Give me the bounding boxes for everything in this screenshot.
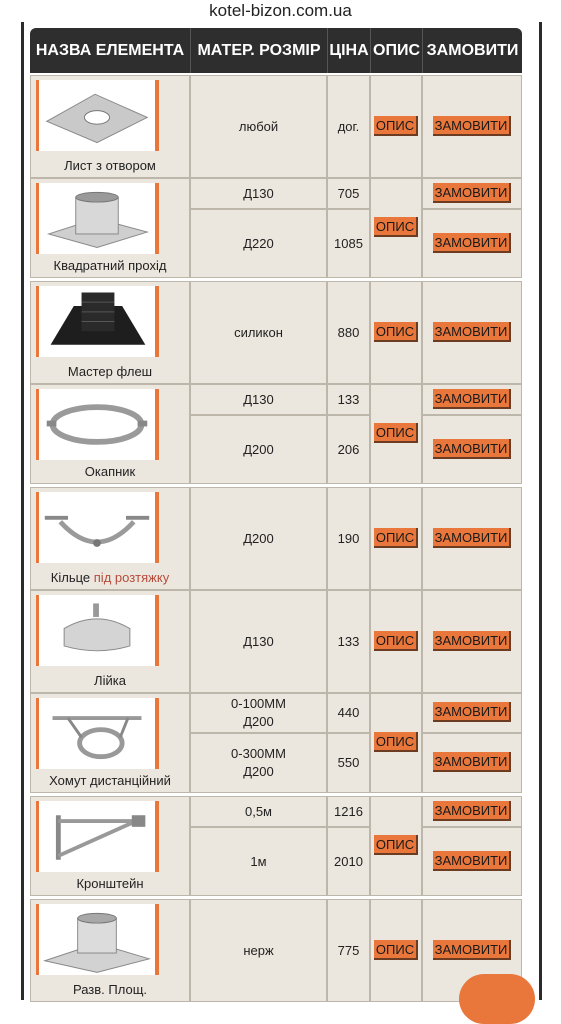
size-value: 1м (250, 853, 267, 869)
price-value: 2010 (334, 853, 363, 869)
product-name (31, 981, 189, 999)
order-button[interactable]: ЗАМОВИТИ (433, 528, 511, 548)
order-button[interactable]: ЗАМОВИТИ (433, 940, 511, 960)
product-cell (30, 75, 190, 178)
header-desc: ОПИС (370, 28, 422, 73)
price-cell (327, 733, 370, 793)
price-value: дог. (337, 118, 360, 134)
order-button[interactable]: ЗАМОВИТИ (433, 233, 511, 253)
description-button[interactable]: ОПИС (374, 116, 418, 136)
price-value: 550 (337, 755, 360, 770)
price-value: 133 (337, 633, 360, 649)
size-cell (190, 899, 327, 1002)
product-cell (30, 796, 190, 896)
product-name-text: Окапник (84, 464, 136, 479)
product-name (31, 257, 189, 275)
product-name (31, 463, 189, 481)
product-name-text: Кронштейн (76, 876, 144, 891)
price-cell (327, 693, 370, 733)
product-name (31, 672, 189, 690)
square-passage-image (36, 183, 159, 254)
distance-clamp-image (36, 698, 159, 769)
size-cell (190, 415, 327, 484)
product-name-text: Лійка (94, 673, 126, 688)
size-value: любой (238, 118, 279, 134)
size-cell (190, 487, 327, 590)
price-value: 775 (337, 942, 360, 958)
price-cell (327, 281, 370, 384)
price-cell (327, 796, 370, 827)
size-value: Д200 (243, 441, 274, 457)
product-name (31, 875, 189, 893)
order-button[interactable]: ЗАМОВИТИ (433, 439, 511, 459)
description-button[interactable]: ОПИС (374, 217, 418, 237)
size-cell (190, 209, 327, 278)
site-url: kotel-bizon.com.ua (209, 1, 352, 20)
size-line2: Д200 (243, 714, 274, 729)
description-button[interactable]: ОПИС (374, 631, 418, 651)
product-cell (30, 281, 190, 384)
size-cell (190, 178, 327, 209)
product-cell (30, 487, 190, 590)
size-value: Д130 (243, 391, 274, 407)
price-cell (327, 590, 370, 693)
bracket-image (36, 801, 159, 872)
price-cell (327, 209, 370, 278)
price-cell (327, 178, 370, 209)
size-line2: Д200 (243, 764, 274, 779)
price-cell (327, 487, 370, 590)
product-cell (30, 384, 190, 484)
size-value (231, 745, 286, 781)
product-name-text: Лист з отвором (64, 158, 156, 173)
order-button[interactable]: ЗАМОВИТИ (433, 702, 511, 722)
order-button[interactable]: ЗАМОВИТИ (433, 116, 511, 136)
header-material: МАТЕР. РОЗМІР (190, 28, 327, 73)
size-value: Д130 (243, 185, 274, 201)
size-value: силикон (234, 324, 283, 340)
price-value: 1216 (334, 803, 363, 819)
size-value: нерж (243, 942, 274, 958)
price-value: 133 (337, 391, 360, 407)
description-button[interactable]: ОПИС (374, 835, 418, 855)
product-name-text: Кільце (50, 570, 91, 585)
product-cell (30, 899, 190, 1002)
funnel-cap-image (36, 595, 159, 666)
product-cell (30, 693, 190, 793)
price-cell (327, 75, 370, 178)
price-value: 190 (337, 530, 360, 546)
product-cell (30, 178, 190, 278)
price-cell (327, 899, 370, 1002)
price-cell (327, 827, 370, 896)
description-button[interactable]: ОПИС (374, 940, 418, 960)
description-button[interactable]: ОПИС (374, 528, 418, 548)
description-button[interactable]: ОПИС (374, 322, 418, 342)
header-name: НАЗВА ЕЛЕМЕНТА (30, 28, 190, 73)
floating-action-button[interactable] (459, 974, 535, 1024)
master-flash-image (36, 286, 159, 357)
size-cell (190, 75, 327, 178)
price-value: 705 (337, 185, 360, 201)
product-name (31, 157, 189, 175)
size-value (231, 695, 286, 731)
size-cell (190, 590, 327, 693)
product-name (31, 363, 189, 381)
size-cell (190, 384, 327, 415)
price-cell (327, 415, 370, 484)
order-button[interactable]: ЗАМОВИТИ (433, 801, 511, 821)
order-button[interactable]: ЗАМОВИТИ (433, 183, 511, 203)
size-value: Д130 (243, 633, 274, 649)
price-value: 1085 (334, 235, 363, 251)
size-line1: 0-100ММ (231, 696, 286, 711)
price-value: 440 (337, 705, 360, 720)
header-order: ЗАМОВИТИ (422, 28, 522, 73)
size-value: Д200 (243, 530, 274, 546)
product-cell (30, 590, 190, 693)
size-cell (190, 733, 327, 793)
description-button[interactable]: ОПИС (374, 423, 418, 443)
product-name-highlight: під розтяжку (93, 570, 170, 585)
order-button[interactable]: ЗАМОВИТИ (433, 631, 511, 651)
size-cell (190, 281, 327, 384)
header-price: ЦІНА (327, 28, 370, 73)
size-cell (190, 827, 327, 896)
price-cell (327, 384, 370, 415)
product-name-text: Хомут дистанційний (49, 773, 171, 788)
roof-platform-image (36, 904, 159, 975)
product-name-text: Разв. Площ. (72, 982, 148, 997)
size-cell (190, 693, 327, 733)
description-button[interactable]: ОПИС (374, 732, 418, 752)
order-button[interactable]: ЗАМОВИТИ (433, 851, 511, 871)
size-value: Д220 (243, 235, 274, 251)
sheet-with-hole-image (36, 80, 159, 151)
price-value: 206 (337, 441, 360, 457)
product-name (31, 772, 189, 790)
tension-ring-image (36, 492, 159, 563)
product-name-text: Квадратний прохід (53, 258, 167, 273)
product-name (31, 569, 189, 587)
order-button[interactable]: ЗАМОВИТИ (433, 322, 511, 342)
size-cell (190, 796, 327, 827)
drip-ring-image (36, 389, 159, 460)
size-line1: 0-300ММ (231, 746, 286, 761)
order-button[interactable]: ЗАМОВИТИ (433, 389, 511, 409)
price-value: 880 (337, 324, 360, 340)
product-name-text: Мастер флеш (67, 364, 153, 379)
order-button[interactable]: ЗАМОВИТИ (433, 752, 511, 772)
size-value: 0,5м (244, 803, 272, 819)
